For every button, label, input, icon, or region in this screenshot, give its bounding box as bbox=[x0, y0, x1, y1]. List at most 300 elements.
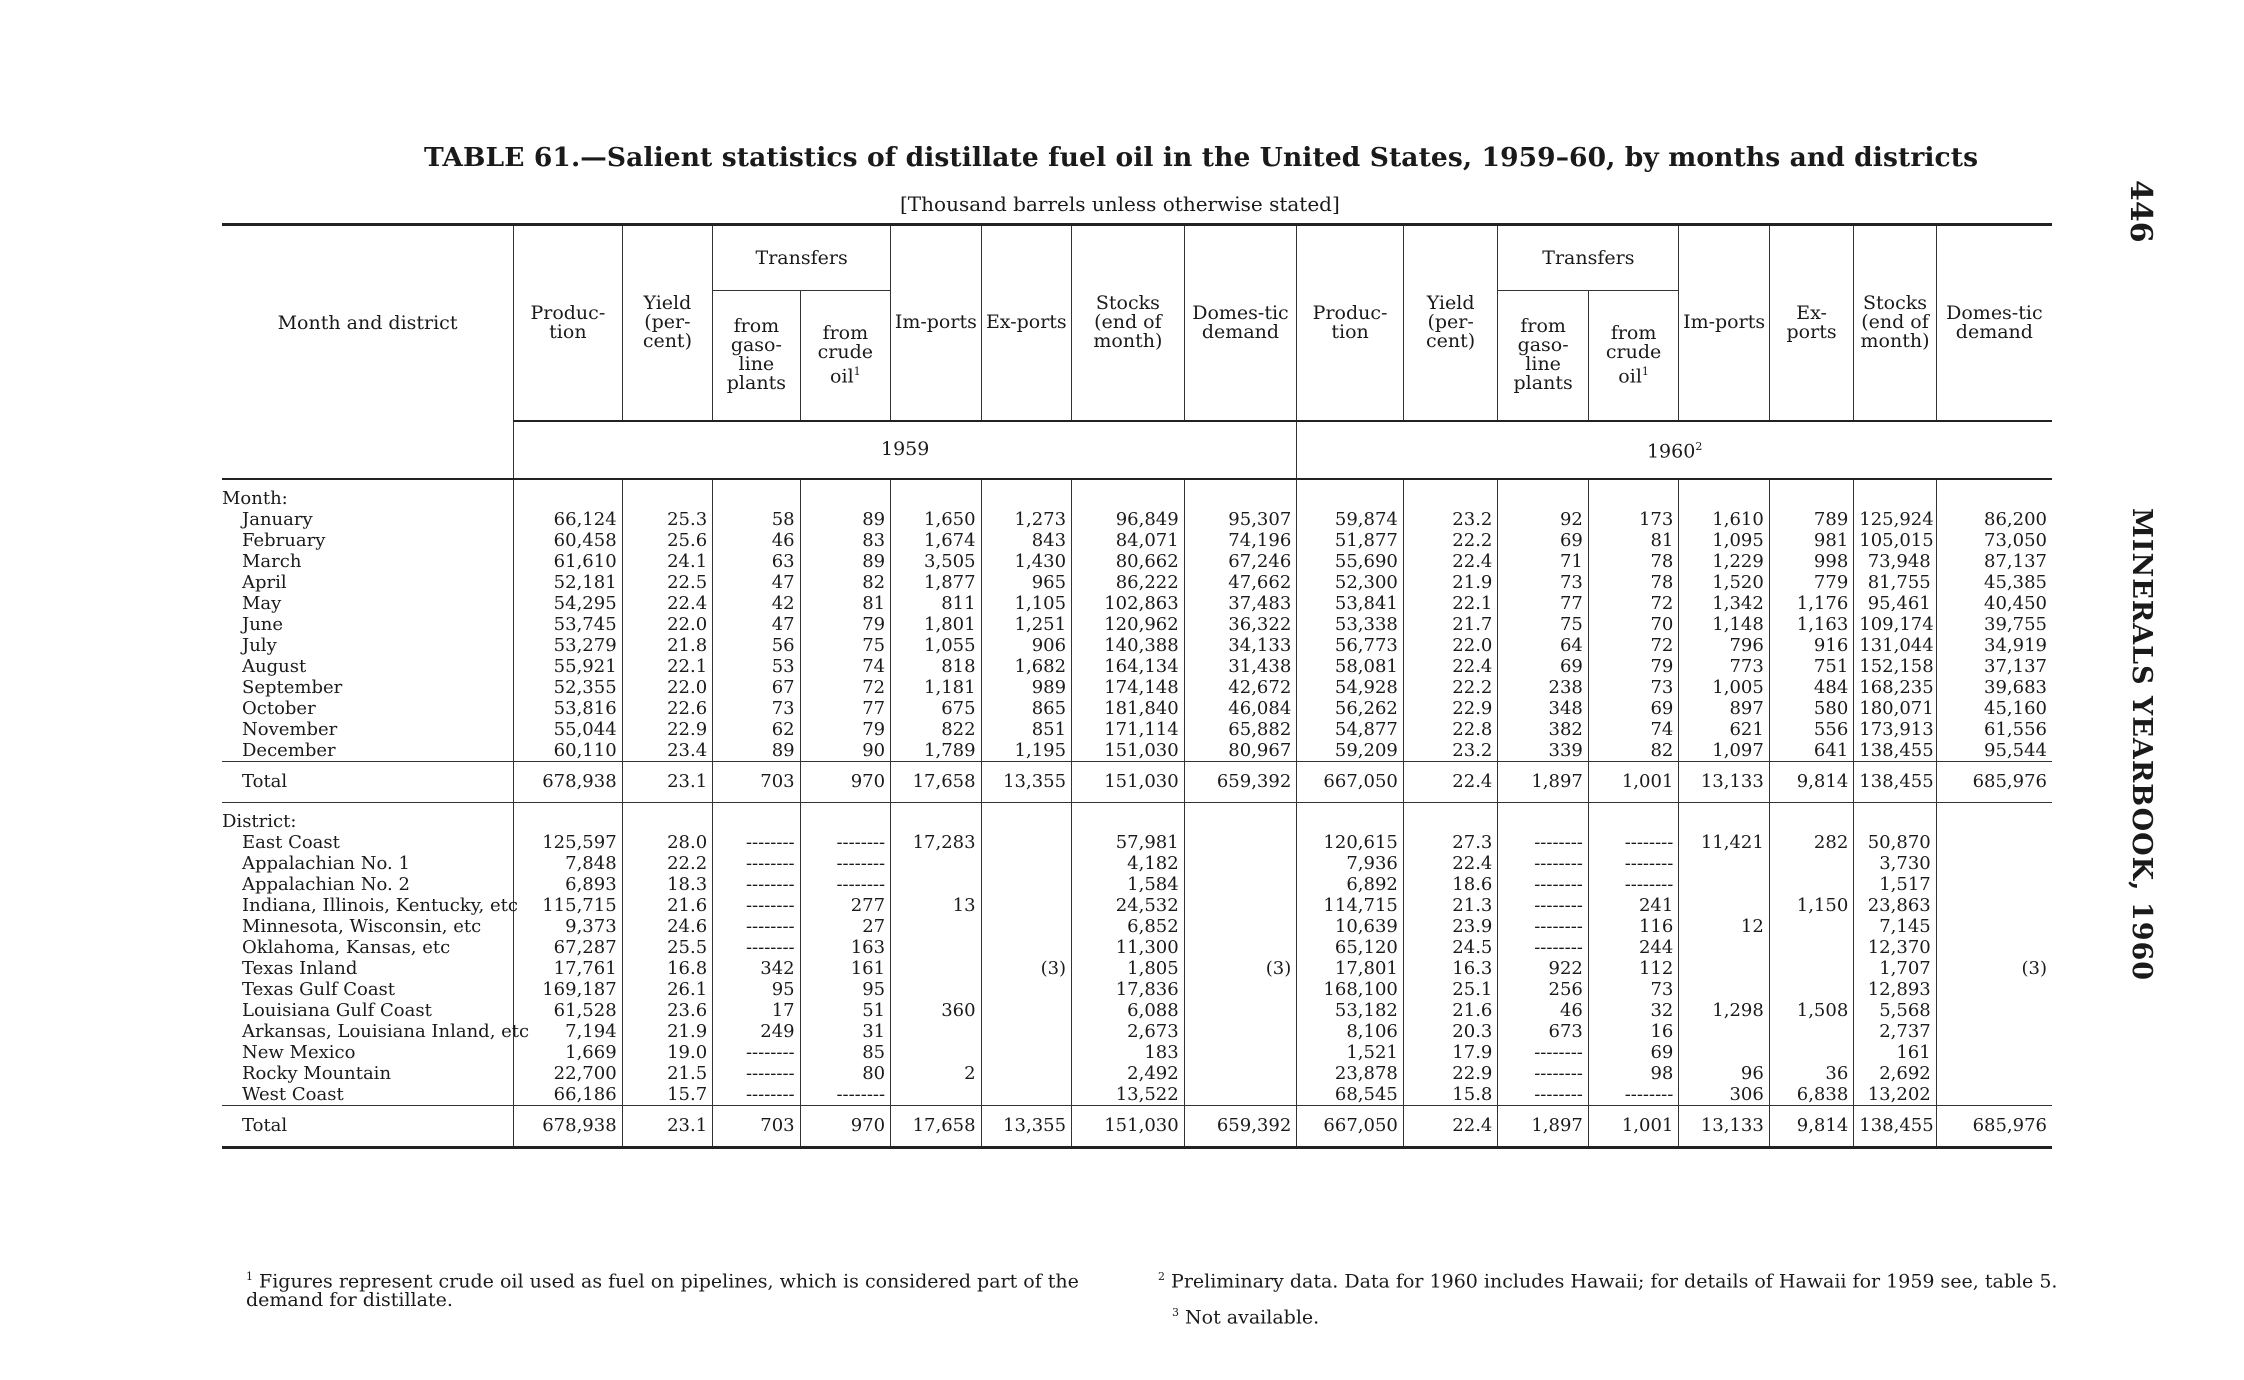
cell-1959: 65,882 bbox=[1184, 719, 1297, 740]
cell-1960: 73,948 bbox=[1854, 551, 1936, 572]
cell-1959: 96,849 bbox=[1072, 509, 1185, 530]
cell-1959: 1,105 bbox=[981, 593, 1071, 614]
cell-1959: 60,110 bbox=[514, 740, 623, 762]
cell-1960: 981 bbox=[1769, 530, 1853, 551]
cell-1960: 73 bbox=[1588, 677, 1678, 698]
cell-1959: 13,355 bbox=[981, 1105, 1071, 1147]
cell-1959: 9,373 bbox=[514, 916, 623, 937]
empty-cell bbox=[800, 479, 890, 509]
cell-1960: 11,421 bbox=[1679, 832, 1769, 853]
cell-1959: 1,195 bbox=[981, 740, 1071, 762]
cell-1960: 13,133 bbox=[1679, 1105, 1769, 1147]
cell-1959: 4,182 bbox=[1072, 853, 1185, 874]
cell-1959: 249 bbox=[713, 1021, 800, 1042]
cell-1959 bbox=[891, 979, 981, 1000]
cell-1959: 183 bbox=[1072, 1042, 1185, 1063]
row-label: Oklahoma, Kansas, etc bbox=[242, 936, 451, 958]
row-label: Minnesota, Wisconsin, etc bbox=[242, 915, 482, 937]
cell-1959: 89 bbox=[713, 740, 800, 762]
row-label: Indiana, Illinois, Kentucky, etc bbox=[242, 894, 518, 916]
cell-1960: 46 bbox=[1498, 1000, 1588, 1021]
cell-1960: 21.3 bbox=[1403, 895, 1498, 916]
cell-1960: 1,095 bbox=[1679, 530, 1769, 551]
cell-1959: 52,355 bbox=[514, 677, 623, 698]
cell-1960: 21.9 bbox=[1403, 572, 1498, 593]
cell-1960: 173,913 bbox=[1854, 719, 1936, 740]
cell-1960: 1,298 bbox=[1679, 1000, 1769, 1021]
cell-1959 bbox=[1184, 1021, 1297, 1042]
table-subtitle: [Thousand barrels unless otherwise stated] bbox=[900, 192, 1340, 216]
cell-1960: 5,568 bbox=[1854, 1000, 1936, 1021]
cell-1960: 789 bbox=[1769, 509, 1853, 530]
month-row bbox=[222, 635, 2052, 656]
cell-1959: 23.1 bbox=[622, 761, 712, 802]
month-total-row bbox=[222, 761, 2052, 802]
cell-1959: 42,672 bbox=[1184, 677, 1297, 698]
cell-1960: 18.6 bbox=[1403, 874, 1498, 895]
cell-1959: 73 bbox=[713, 698, 800, 719]
row-label: Total bbox=[222, 1105, 514, 1147]
cell-1959: 2,673 bbox=[1072, 1021, 1185, 1042]
cell-1960: 13,133 bbox=[1679, 761, 1769, 802]
cell-1959: 970 bbox=[800, 1105, 890, 1147]
cell-1959 bbox=[891, 1021, 981, 1042]
cell-1959 bbox=[1184, 979, 1297, 1000]
cell-1960: 7,936 bbox=[1297, 853, 1404, 874]
cell-1959 bbox=[1184, 874, 1297, 895]
empty-cell bbox=[1679, 802, 1769, 832]
cell-1960: 168,235 bbox=[1854, 677, 1936, 698]
cell-1960: 12,370 bbox=[1854, 937, 1936, 958]
cell-1959: 13,522 bbox=[1072, 1084, 1185, 1106]
cell-1960 bbox=[1936, 874, 2052, 895]
cell-1960: 16.3 bbox=[1403, 958, 1498, 979]
col-demand-1960: Domes-tic demand bbox=[1936, 225, 2052, 421]
footnote-2: $^2$ Preliminary data. Data for 1960 includes Hawaii; for details of Hawaii for 1959 see, table 5. bbox=[1158, 1270, 2058, 1293]
cell-1960: 484 bbox=[1769, 677, 1853, 698]
cell-1960: 12,893 bbox=[1854, 979, 1936, 1000]
cell-1960: 685,976 bbox=[1936, 1105, 2052, 1147]
cell-1960: 56,773 bbox=[1297, 635, 1404, 656]
district-row bbox=[222, 874, 2052, 895]
cell-1960: 61,556 bbox=[1936, 719, 2052, 740]
cell-1960: 6,838 bbox=[1769, 1084, 1853, 1106]
row-label: Texas Inland bbox=[242, 957, 358, 979]
cell-1959: 66,124 bbox=[514, 509, 623, 530]
month-row bbox=[222, 719, 2052, 740]
cell-1959: 1,181 bbox=[891, 677, 981, 698]
cell-1960: 56,262 bbox=[1297, 698, 1404, 719]
cell-1960 bbox=[1936, 1042, 2052, 1063]
cell-1959: 17,836 bbox=[1072, 979, 1185, 1000]
cell-1960: 7,145 bbox=[1854, 916, 1936, 937]
cell-1960: 621 bbox=[1679, 719, 1769, 740]
row-label: March bbox=[242, 550, 302, 572]
cell-1959 bbox=[981, 1063, 1071, 1084]
statistics-table bbox=[222, 223, 2052, 1149]
cell-1959: 6,893 bbox=[514, 874, 623, 895]
cell-1959: 52,181 bbox=[514, 572, 623, 593]
empty-cell bbox=[1769, 479, 1853, 509]
year-1959: 1959 bbox=[514, 421, 1297, 479]
cell-1960: 1,229 bbox=[1679, 551, 1769, 572]
empty-cell bbox=[713, 479, 800, 509]
cell-1959: 164,134 bbox=[1072, 656, 1185, 677]
col-yield-1959: Yield (per-cent) bbox=[622, 225, 712, 421]
cell-1960: 1,897 bbox=[1498, 1105, 1588, 1147]
cell-1959: 342 bbox=[713, 958, 800, 979]
cell-1959: 62 bbox=[713, 719, 800, 740]
cell-1960: 138,455 bbox=[1854, 761, 1936, 802]
cell-1960: 55,690 bbox=[1297, 551, 1404, 572]
table-title: TABLE 61.—Salient statistics of distillate fuel oil in the United States, 1959–60, by months and districts bbox=[424, 142, 1979, 173]
month-row bbox=[222, 698, 2052, 719]
cell-1960 bbox=[1769, 853, 1853, 874]
cell-1960: 95,544 bbox=[1936, 740, 2052, 762]
cell-1959: 21.6 bbox=[622, 895, 712, 916]
cell-1960: 1,163 bbox=[1769, 614, 1853, 635]
cell-1960: 109,174 bbox=[1854, 614, 1936, 635]
cell-1959: 22.0 bbox=[622, 614, 712, 635]
cell-1959: 115,715 bbox=[514, 895, 623, 916]
cell-1959: 125,597 bbox=[514, 832, 623, 853]
cell-1960 bbox=[1936, 1021, 2052, 1042]
cell-1959: 1,789 bbox=[891, 740, 981, 762]
cell-1960: 922 bbox=[1498, 958, 1588, 979]
cell-1960: 22.4 bbox=[1403, 551, 1498, 572]
cell-1960: 77 bbox=[1498, 593, 1588, 614]
cell-1960 bbox=[1679, 853, 1769, 874]
cell-1959: 2 bbox=[891, 1063, 981, 1084]
cell-1960: 53,338 bbox=[1297, 614, 1404, 635]
cell-1959: 906 bbox=[981, 635, 1071, 656]
cell-1959: 80 bbox=[800, 1063, 890, 1084]
col-exports-1960: Ex-ports bbox=[1769, 225, 1853, 421]
cell-1959 bbox=[1184, 832, 1297, 853]
cell-1959: 17,761 bbox=[514, 958, 623, 979]
cell-1959: 1,055 bbox=[891, 635, 981, 656]
cell-1960: 78 bbox=[1588, 551, 1678, 572]
cell-1959: 47 bbox=[713, 572, 800, 593]
cell-1960: -------- bbox=[1498, 1063, 1588, 1084]
empty-cell bbox=[1679, 479, 1769, 509]
cell-1959: 79 bbox=[800, 719, 890, 740]
cell-1959 bbox=[981, 979, 1071, 1000]
cell-1960: -------- bbox=[1498, 916, 1588, 937]
cell-1959: 17,658 bbox=[891, 1105, 981, 1147]
cell-1960 bbox=[1769, 1021, 1853, 1042]
cell-1959: 140,388 bbox=[1072, 635, 1185, 656]
cell-1960: 779 bbox=[1769, 572, 1853, 593]
cell-1960: 10,639 bbox=[1297, 916, 1404, 937]
cell-1960: 556 bbox=[1769, 719, 1853, 740]
cell-1959: 26.1 bbox=[622, 979, 712, 1000]
cell-1959 bbox=[1184, 1084, 1297, 1106]
cell-1960: 79 bbox=[1588, 656, 1678, 677]
cell-1959: 25.5 bbox=[622, 937, 712, 958]
cell-1960: 22.4 bbox=[1403, 656, 1498, 677]
month-row bbox=[222, 551, 2052, 572]
cell-1960: -------- bbox=[1498, 832, 1588, 853]
cell-1959: 6,852 bbox=[1072, 916, 1185, 937]
cell-1959: 85 bbox=[800, 1042, 890, 1063]
cell-1960: 339 bbox=[1498, 740, 1588, 762]
cell-1960: 34,919 bbox=[1936, 635, 2052, 656]
cell-1960: (3) bbox=[1936, 958, 2052, 979]
cell-1959 bbox=[981, 1021, 1071, 1042]
cell-1959: 23.4 bbox=[622, 740, 712, 762]
col-stocks-1959: Stocks (end of month) bbox=[1072, 225, 1185, 421]
cell-1959 bbox=[981, 1000, 1071, 1021]
cell-1959: 82 bbox=[800, 572, 890, 593]
cell-1960 bbox=[1769, 874, 1853, 895]
cell-1960: 40,450 bbox=[1936, 593, 2052, 614]
cell-1960: 69 bbox=[1588, 698, 1678, 719]
cell-1960: -------- bbox=[1588, 832, 1678, 853]
cell-1959: 53,745 bbox=[514, 614, 623, 635]
cell-1960: 282 bbox=[1769, 832, 1853, 853]
row-label: June bbox=[242, 613, 284, 635]
cell-1959: -------- bbox=[713, 874, 800, 895]
cell-1959: 17 bbox=[713, 1000, 800, 1021]
cell-1959: 67,246 bbox=[1184, 551, 1297, 572]
cell-1960: 23,863 bbox=[1854, 895, 1936, 916]
cell-1959: 84,071 bbox=[1072, 530, 1185, 551]
cell-1960: 1,897 bbox=[1498, 761, 1588, 802]
cell-1959: 25.6 bbox=[622, 530, 712, 551]
empty-cell bbox=[1498, 479, 1588, 509]
cell-1960 bbox=[1936, 1084, 2052, 1106]
cell-1960: 120,615 bbox=[1297, 832, 1404, 853]
cell-1960: 65,120 bbox=[1297, 937, 1404, 958]
cell-1960: 306 bbox=[1679, 1084, 1769, 1106]
cell-1960: 105,015 bbox=[1854, 530, 1936, 551]
cell-1960: 22.9 bbox=[1403, 698, 1498, 719]
cell-1960 bbox=[1936, 1063, 2052, 1084]
cell-1959 bbox=[891, 1084, 981, 1106]
cell-1959: 120,962 bbox=[1072, 614, 1185, 635]
cell-1960: 685,976 bbox=[1936, 761, 2052, 802]
cell-1960: 78 bbox=[1588, 572, 1678, 593]
cell-1959 bbox=[891, 1042, 981, 1063]
cell-1959: 60,458 bbox=[514, 530, 623, 551]
cell-1960: 51,877 bbox=[1297, 530, 1404, 551]
empty-cell bbox=[622, 802, 712, 832]
cell-1959: 67 bbox=[713, 677, 800, 698]
cell-1960 bbox=[1679, 979, 1769, 1000]
cell-1960 bbox=[1769, 916, 1853, 937]
cell-1960: 36 bbox=[1769, 1063, 1853, 1084]
row-label: Arkansas, Louisiana Inland, etc bbox=[242, 1020, 530, 1042]
cell-1960: 673 bbox=[1498, 1021, 1588, 1042]
month-row bbox=[222, 677, 2052, 698]
cell-1960: 86,200 bbox=[1936, 509, 2052, 530]
cell-1960: 238 bbox=[1498, 677, 1588, 698]
cell-1959: 16.8 bbox=[622, 958, 712, 979]
district-row bbox=[222, 853, 2052, 874]
cell-1959: 24.1 bbox=[622, 551, 712, 572]
cell-1960 bbox=[1679, 1042, 1769, 1063]
cell-1960: 168,100 bbox=[1297, 979, 1404, 1000]
cell-1960: 74 bbox=[1588, 719, 1678, 740]
cell-1959: 151,030 bbox=[1072, 761, 1185, 802]
cell-1959: 965 bbox=[981, 572, 1071, 593]
district-row bbox=[222, 1042, 2052, 1063]
cell-1959: 843 bbox=[981, 530, 1071, 551]
cell-1960: 998 bbox=[1769, 551, 1853, 572]
district-row bbox=[222, 1084, 2052, 1106]
cell-1960: 17.9 bbox=[1403, 1042, 1498, 1063]
cell-1959: -------- bbox=[713, 1042, 800, 1063]
cell-1959: 46 bbox=[713, 530, 800, 551]
cell-1959: 865 bbox=[981, 698, 1071, 719]
cell-1960: 72 bbox=[1588, 593, 1678, 614]
empty-cell bbox=[622, 479, 712, 509]
row-label: April bbox=[242, 571, 287, 593]
cell-1960: 58,081 bbox=[1297, 656, 1404, 677]
row-label: East Coast bbox=[242, 831, 340, 853]
cell-1960: 72 bbox=[1588, 635, 1678, 656]
cell-1960 bbox=[1936, 895, 2052, 916]
empty-cell bbox=[514, 802, 623, 832]
cell-1959: 80,662 bbox=[1072, 551, 1185, 572]
cell-1960: 27.3 bbox=[1403, 832, 1498, 853]
cell-1959: 181,840 bbox=[1072, 698, 1185, 719]
cell-1960: 114,715 bbox=[1297, 895, 1404, 916]
cell-1960: 751 bbox=[1769, 656, 1853, 677]
cell-1959: 6,088 bbox=[1072, 1000, 1185, 1021]
cell-1959 bbox=[981, 937, 1071, 958]
cell-1959: 1,674 bbox=[891, 530, 981, 551]
cell-1960: 1,148 bbox=[1679, 614, 1769, 635]
col-stocks-1960: Stocks (end of month) bbox=[1854, 225, 1936, 421]
month-row bbox=[222, 509, 2052, 530]
cell-1960: 22.4 bbox=[1403, 761, 1498, 802]
cell-1960: 59,209 bbox=[1297, 740, 1404, 762]
cell-1960 bbox=[1679, 895, 1769, 916]
cell-1959: 659,392 bbox=[1184, 761, 1297, 802]
month-row bbox=[222, 614, 2052, 635]
row-label: January bbox=[242, 508, 313, 530]
cell-1959: 61,610 bbox=[514, 551, 623, 572]
col-transfers-1960: Transfers bbox=[1498, 225, 1679, 291]
cell-1959: 83 bbox=[800, 530, 890, 551]
cell-1959: 95 bbox=[713, 979, 800, 1000]
cell-1959: 811 bbox=[891, 593, 981, 614]
cell-1960: 69 bbox=[1588, 1042, 1678, 1063]
cell-1960 bbox=[1679, 937, 1769, 958]
row-label: Louisiana Gulf Coast bbox=[242, 999, 432, 1021]
cell-1959: 678,938 bbox=[514, 761, 623, 802]
empty-cell bbox=[1588, 479, 1678, 509]
section-district-label: District: bbox=[222, 810, 297, 832]
cell-1959: 58 bbox=[713, 509, 800, 530]
cell-1960: 161 bbox=[1854, 1042, 1936, 1063]
cell-1960: 6,892 bbox=[1297, 874, 1404, 895]
cell-1960: 916 bbox=[1769, 635, 1853, 656]
empty-cell bbox=[713, 802, 800, 832]
district-row bbox=[222, 979, 2052, 1000]
cell-1960: 21.6 bbox=[1403, 1000, 1498, 1021]
running-head: MINERALS YEARBOOK, 1960 bbox=[2126, 508, 2157, 982]
cell-1959: 53,816 bbox=[514, 698, 623, 719]
cell-1960: 1,520 bbox=[1679, 572, 1769, 593]
cell-1959: -------- bbox=[800, 874, 890, 895]
cell-1960 bbox=[1769, 937, 1853, 958]
cell-1959: 79 bbox=[800, 614, 890, 635]
cell-1960: 1,508 bbox=[1769, 1000, 1853, 1021]
district-row bbox=[222, 937, 2052, 958]
cell-1959: 1,682 bbox=[981, 656, 1071, 677]
cell-1960: 1,521 bbox=[1297, 1042, 1404, 1063]
cell-1960: -------- bbox=[1498, 895, 1588, 916]
col-exports-1959: Ex-ports bbox=[981, 225, 1071, 421]
cell-1960: 1,097 bbox=[1679, 740, 1769, 762]
row-label: New Mexico bbox=[242, 1041, 356, 1063]
cell-1959 bbox=[1184, 1000, 1297, 1021]
cell-1959: 703 bbox=[713, 1105, 800, 1147]
cell-1960: 22.9 bbox=[1403, 1063, 1498, 1084]
cell-1959: 1,584 bbox=[1072, 874, 1185, 895]
cell-1960: 95,461 bbox=[1854, 593, 1936, 614]
cell-1960: 15.8 bbox=[1403, 1084, 1498, 1106]
cell-1960: 1,342 bbox=[1679, 593, 1769, 614]
cell-1960: 22.0 bbox=[1403, 635, 1498, 656]
cell-1959: 2,492 bbox=[1072, 1063, 1185, 1084]
cell-1960: 22.2 bbox=[1403, 530, 1498, 551]
cell-1960: 87,137 bbox=[1936, 551, 2052, 572]
cell-1960: 73 bbox=[1498, 572, 1588, 593]
cell-1959: 22,700 bbox=[514, 1063, 623, 1084]
cell-1959 bbox=[1184, 937, 1297, 958]
cell-1960: 52,300 bbox=[1297, 572, 1404, 593]
cell-1960 bbox=[1769, 1042, 1853, 1063]
col-month-district: Month and district bbox=[222, 225, 514, 421]
cell-1959 bbox=[981, 1084, 1071, 1106]
cell-1960 bbox=[1769, 979, 1853, 1000]
cell-1960: 21.7 bbox=[1403, 614, 1498, 635]
cell-1959: -------- bbox=[713, 1063, 800, 1084]
empty-cell bbox=[800, 802, 890, 832]
cell-1959 bbox=[981, 853, 1071, 874]
cell-1960: 256 bbox=[1498, 979, 1588, 1000]
cell-1960: 138,455 bbox=[1854, 1105, 1936, 1147]
row-label: Texas Gulf Coast bbox=[242, 978, 396, 1000]
cell-1960: 2,692 bbox=[1854, 1063, 1936, 1084]
cell-1960: 16 bbox=[1588, 1021, 1678, 1042]
cell-1960: 98 bbox=[1588, 1063, 1678, 1084]
cell-1959 bbox=[1184, 1042, 1297, 1063]
cell-1960 bbox=[1679, 958, 1769, 979]
empty-cell bbox=[1588, 802, 1678, 832]
cell-1959 bbox=[981, 874, 1071, 895]
empty-cell bbox=[514, 479, 623, 509]
cell-1959: 151,030 bbox=[1072, 740, 1185, 762]
empty-cell bbox=[1936, 802, 2052, 832]
cell-1960: 3,730 bbox=[1854, 853, 1936, 874]
cell-1959 bbox=[981, 1042, 1071, 1063]
cell-1959: 360 bbox=[891, 1000, 981, 1021]
cell-1960: 116 bbox=[1588, 916, 1678, 937]
cell-1959: 53 bbox=[713, 656, 800, 677]
cell-1959 bbox=[891, 916, 981, 937]
cell-1959: 1,805 bbox=[1072, 958, 1185, 979]
page-number: 446 bbox=[2123, 180, 2158, 243]
cell-1960: 1,150 bbox=[1769, 895, 1853, 916]
cell-1960: 244 bbox=[1588, 937, 1678, 958]
cell-1959: 13,355 bbox=[981, 761, 1071, 802]
cell-1959: 56 bbox=[713, 635, 800, 656]
